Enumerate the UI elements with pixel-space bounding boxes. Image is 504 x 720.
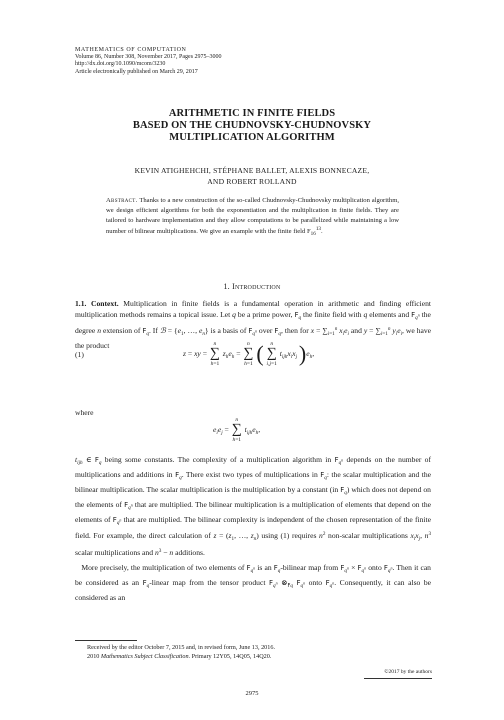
p2-text-c: . There exist two types of multiplications in: [181, 470, 318, 480]
p3-text-b: is an: [257, 563, 272, 572]
authors-line-2: AND ROBERT ROLLAND: [207, 176, 297, 186]
section-heading: [60, 282, 444, 291]
msc-italic: Mathematics Subject Classification.: [100, 653, 191, 660]
abstract-field-sup: 13: [315, 226, 321, 233]
p3-text-c: -bilinear map from: [280, 563, 339, 572]
journal-name: MATHEMATICS OF COMPUTATION: [75, 47, 187, 53]
msc-codes: Primary 12Y05, 14Q05, 14Q20.: [191, 653, 272, 660]
msc-note: [87, 652, 275, 661]
p2-text-k: additions.: [175, 547, 205, 557]
p1-text-d: elements and: [369, 310, 410, 320]
abstract-label: Abstract.: [106, 197, 138, 204]
section-number: 1.: [223, 282, 230, 291]
section-title: Introduction: [232, 282, 281, 291]
p2-text-j: scalar multiplications and: [75, 547, 154, 557]
abstract: [106, 196, 399, 240]
doi-link[interactable]: http://dx.doi.org/10.1090/mcom/3230: [75, 61, 166, 68]
journal-header: [75, 47, 222, 76]
p2-text-h: using (1) requires: [261, 531, 317, 541]
abstract-field-sub: 16: [310, 231, 316, 238]
p3-text-a: More precisely, the multiplication of two elements of: [81, 563, 245, 572]
p3-text-d: onto: [368, 563, 382, 572]
where-label: where: [75, 408, 94, 417]
p1-text-h: is a basis of: [210, 326, 247, 336]
received-note: Received by the editor October 7, 2015 and, in revised form, June 13, 2016.: [87, 644, 275, 651]
subsection-heading: 1.1. Context.: [75, 299, 119, 308]
p1-text-j: , then for: [281, 326, 309, 336]
p3-text-e: . Then it can be considered as an: [75, 563, 431, 588]
title-line-3: MULTIPLICATION ALGORITHM: [169, 132, 335, 143]
paragraph-context: 1.1. Context. Multiplication in finite fields is a fundamental operation in arithmetic and finding efficient multiplication methods remains a topical issue. Let q be a prime power, $F_q$ the finite field with q elements and $F_{q^n}$ the degree n extension of $F_q$. If ℬ = {$e_1$, …, $e_n$} is a basis of $F_{q^n}$ over $F_q$, then for $x = \sum_{i=1}^n$ $x_ie_i$ and $y = \sum_{i=1}^n$ $y_ie_i$, we have the product: [75, 299, 432, 351]
p2-text-a: being some constants. The complexity of a multiplication algorithm in: [104, 455, 332, 464]
volume-line: Volume 86, Number 308, November 2017, Pages 2975–3000: [75, 54, 222, 61]
p2-text-e: ) which does not depend on the elements of: [75, 485, 431, 510]
p1-text-b: be a prime power,: [237, 310, 293, 320]
p2-text-f: that are multiplied. The bilinear multiplication is a multiplication of elements that depend on the elements of: [75, 500, 432, 525]
p1-text-a: Multiplication in finite fields is a fundamental operation in arithmetic and finding efficient multiplication methods remains a topical issue. Let: [75, 299, 431, 320]
title-line-1: ARITHMETIC IN FINITE FIELDS: [168, 108, 336, 119]
p1-text-l: , we have the product: [75, 326, 432, 351]
p2-text-i: non-scalar multiplications: [328, 531, 408, 541]
p2-text-g: that are multiplied. The bilinear complexity is independent of the chosen representation of the finite field. For example, the direct calculation of: [75, 515, 432, 541]
equation-1-body: z = xy = n ∑ h=1 $z_he_h$ = n ∑ h=1 ( n ∑ i,j=1 $t_{ijh}x_ix_j$ )$e_h$,: [183, 341, 315, 367]
equation-2: [75, 416, 431, 450]
paper-title: [60, 108, 444, 144]
p1-text-e: the degree: [75, 310, 431, 336]
p1-text-g: . If: [148, 326, 158, 336]
abstract-text: Thanks to a new construction of the so-called Chudnovsky-Chudnovsky multiplication algorithm, we design efficient algorithms for both the exponentiation and the multiplication in finite fields. They are tailored to hardware implementation and they allow computations to be parallelized while maintaining a low number of bilinear multiplications. We give an example with the finite field F: [106, 197, 399, 236]
equation-2-body: $e_ie_j$ = n ∑ h=1 $t_{ijh}e_h$,: [213, 417, 261, 443]
sum-symbol: n ∑ h=1: [231, 417, 242, 443]
equation-1: [75, 340, 431, 374]
copyright-text: ©2017 by the authors: [384, 669, 432, 675]
p1-text-i: over: [258, 326, 273, 336]
equation-number: (1): [75, 350, 84, 359]
footnotes: [87, 643, 275, 661]
published-line: Article electronically published on March 29, 2017: [75, 68, 198, 75]
p2-text-b: depends on the number of multiplications and additions in: [75, 455, 431, 480]
copyright-rule: [364, 678, 432, 679]
p3-text-f: -linear map from the tensor product: [149, 578, 266, 588]
paragraph-bilinear: More precisely, the multiplication of two elements of $F_{q^n}$ is an $F_q$-bilinear map from $F_{q^n} \times F_{q^n}$ onto $F_{q^n}$. Then it can be considered as an $F_q$-linear map from the tensor product $F_{q^n}$ $\otimes_{Fq}$ $F_{q^n}$ onto $F_{q^n}$. Consequently, it can also be considered as an: [75, 563, 432, 603]
copyright-notice: [364, 669, 432, 679]
p3-text-g: onto: [308, 578, 323, 588]
title-line-2: BASED ON THE CHUDNOVSKY-CHUDNOVSKY: [132, 120, 372, 131]
abstract-end: .: [321, 228, 323, 236]
sum-symbol: n ∑ h=1: [209, 341, 220, 367]
authors-line-1: KEVIN ATIGHEHCHI, STÉPHANE BALLET, ALEXIS BONNECAZE,: [134, 166, 370, 175]
p3-text-h: . Consequently, it can also be considered as an: [75, 578, 432, 603]
p1-text-f: extension of: [102, 326, 141, 336]
p2-text-d: : the scalar multiplication and the bilinear multiplication. The scalar multiplication is the multiplication by a constant (in: [75, 470, 432, 495]
p1-text-k: and: [350, 326, 362, 336]
page-number: 2975: [245, 690, 259, 697]
sum-symbol: n ∑ h=1: [243, 341, 254, 367]
p1-text-c: the finite field with: [303, 310, 362, 320]
footnote-rule: [75, 640, 137, 641]
msc-label: 2010: [87, 653, 100, 660]
paragraph-complexity: $t_{ijh}$ ∈ $F_q$ being some constants. The complexity of a multiplication algorithm in $F_{q^n}$ depends on the number of multiplications and additions in $F_q$. There exist two types of multiplications in $F_q$: the scalar multiplication and the bilinear multiplication. The scalar multiplication is the multiplication by a constant (in $F_q$) which does not depend on the elements of $F_{q^n}$ that are multiplied. The bilinear multiplication is a multiplication of elements that depend on the elements of $F_{q^n}$ that are multiplied. The bilinear complexity is independent of the chosen representation of the finite field. For example, the direct calculation of $z = (z_1$, …, $z_n$) using (1) requires $n^2$ non-scalar multiplications $x_ix_j$, $n^3$ scalar multiplications and $n^3 - n$ additions.: [75, 455, 432, 557]
sum-symbol: n ∑ i,j=1: [266, 341, 277, 367]
author-list: [60, 166, 444, 187]
